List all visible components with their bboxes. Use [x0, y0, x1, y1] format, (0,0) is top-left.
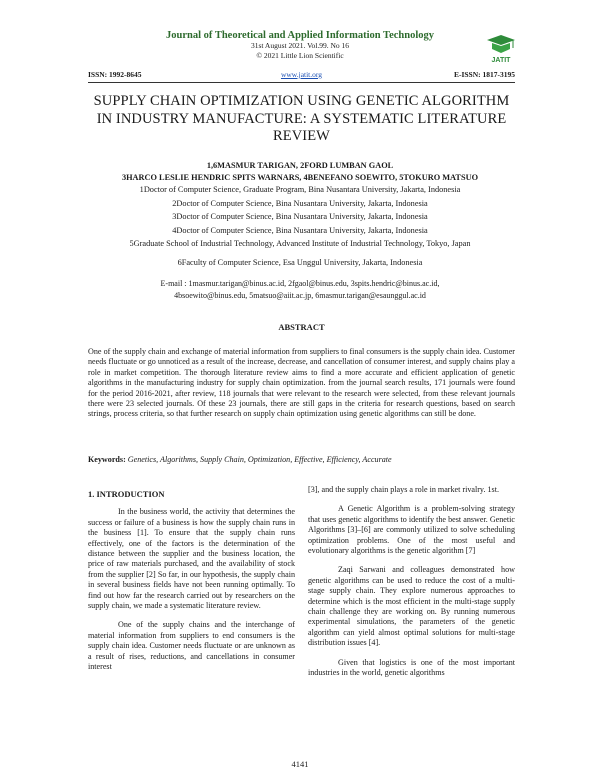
- intro-paragraph: A Genetic Algorithm is a problem-solving strategy that uses genetic algorithms to identify the best answer. Genetic Algorithms [3]–[6] are commonly utilized to solve scheduling optimization problems. One of the most useful and evolutionary algorithms is the genetic algorithm [7]: [308, 504, 515, 556]
- affiliation-1: 1Doctor of Computer Science, Graduate Program, Bina Nusantara University, Jakarta, Indonesia: [139, 185, 461, 194]
- left-column: [88, 489, 295, 682]
- intro-paragraph: Zaqi Sarwani and colleagues demonstrated how genetic algorithms can be used to reduce the cost of a multi-stage supply chain. They explore numerous approaches to determine which is the most efficient in the multi-stage supply chain challenge they are working on. By running numerous experimental simulations, the parameters of the genetic algorithm can yield almost optimal solutions for multi-stage distribution issues [4].: [308, 565, 515, 648]
- email-line-2: 4bsoewito@binus.edu, 5matsuo@aiit.ac.jp, 6masmur.tarigan@esaunggul.ac.id: [174, 290, 426, 300]
- journal-copyright: © 2021 Little Lion Scientific: [256, 51, 344, 60]
- intro-paragraph: One of the supply chains and the interchange of material information from suppliers to end consumers is the supply chain idea. Customer needs fluctuate or are unknown as a result of rises, reductions, and cancellations in consumer interest: [88, 620, 295, 672]
- page-number: 4141: [291, 759, 309, 769]
- intro-paragraph: In the business world, the activity that determines the success or failure of a business is how the supply chain runs in the business [1]. To ensure that the supply chain runs effectively, one of the factors is the determination of the distance between the supplier and the business location, the price of raw materials purchased, and the availability of stock from the supplier [2] So far, in our hypothesis, the supply chain in several business fields have not been running optimally. To find out how far the research carried out by researchers on the supply chain, we made a systematic literature review.: [88, 507, 295, 611]
- affiliation-2: 2Doctor of Computer Science, Bina Nusantara University, Jakarta, Indonesia: [172, 198, 428, 208]
- authors-line-1: 1,6MASMUR TARIGAN, 2FORD LUMBAN GAOL: [206, 161, 394, 170]
- intro-paragraph: Given that logistics is one of the most important industries in the world, genetic algorithms: [308, 657, 515, 678]
- affiliation-6: 6Faculty of Computer Science, Esa Unggul University, Jakarta, Indonesia: [177, 257, 423, 267]
- intro-paragraph: [3], and the supply chain plays a role in market rivalry. 1st.: [308, 485, 499, 494]
- affiliation-3: 3Doctor of Computer Science, Bina Nusantara University, Jakarta, Indonesia: [172, 212, 428, 221]
- right-column: [308, 485, 515, 688]
- issn: ISSN: 1992-8645: [88, 70, 142, 79]
- affiliation-4: 4Doctor of Computer Science, Bina Nusantara University, Jakarta, Indonesia: [172, 225, 428, 235]
- email-line-1: E-mail : 1masmur.tarigan@binus.ac.id, 2fgaol@binus.edu, 3spits.hendric@binus.ac.id,: [160, 279, 440, 288]
- journal-title: Journal of Theoretical and Applied Information Technology: [166, 30, 434, 41]
- journal-issue: 31st August 2021. Vol.99. No 16: [250, 41, 350, 50]
- keywords: [88, 455, 515, 464]
- keywords-label: Keywords:: [88, 455, 126, 464]
- authors-line-2: 3HARCO LESLIE HENDRIC SPITS WARNARS, 4BENEFANO SOEWITO, 5TOKURO MATSUO: [121, 173, 479, 182]
- jatit-logo: [484, 34, 518, 64]
- keywords-list: Genetics, Algorithms, Supply Chain, Optimization, Effective, Efficiency, Accurate: [127, 455, 392, 464]
- affiliations: [60, 183, 540, 269]
- issn-bar: [88, 70, 515, 83]
- emails: [60, 278, 540, 301]
- journal-website-link[interactable]: www.jatit.org: [280, 70, 323, 79]
- abstract-body: One of the supply chain and exchange of material information from suppliers to final consumers is the supply chain idea. Customer needs fluctuate or go unnoticed as a result of the increase, decrease, and cancellation of consumer interest, and supply chains play a role in market competition. The thorough literature review aims to find a more accurate and efficient application of genetic algorithms in the manufacturing industry for supply chain optimization. from the journal search results, 171 journals were found for the period 2016-2021, after review, 118 journals that were relevant to the research were selected, from these relevant journals there were 23 selected journals. Of these 23 journals, there are still gaps in the criteria for research questions, based on search strings, process criteria, so that further research on supply chain optimization using genetic algorithms can still be done.: [88, 347, 515, 419]
- eissn: E-ISSN: 1817-3195: [453, 70, 515, 79]
- abstract-heading: ABSTRACT: [278, 322, 325, 332]
- section-heading-introduction: 1. INTRODUCTION: [88, 489, 165, 499]
- logo-text: JATIT: [491, 57, 511, 64]
- affiliation-5: 5Graduate School of Industrial Technology, Advanced Institute of Industrial Technology, Tokyo, Japan: [129, 239, 471, 248]
- paper-title: SUPPLY CHAIN OPTIMIZATION USING GENETIC ALGORITHM IN INDUSTRY MANUFACTURE: A SYSTEMATIC LITERATURE REVIEW: [93, 93, 510, 144]
- jatit-logo-icon: [484, 34, 518, 64]
- authors: [60, 160, 540, 184]
